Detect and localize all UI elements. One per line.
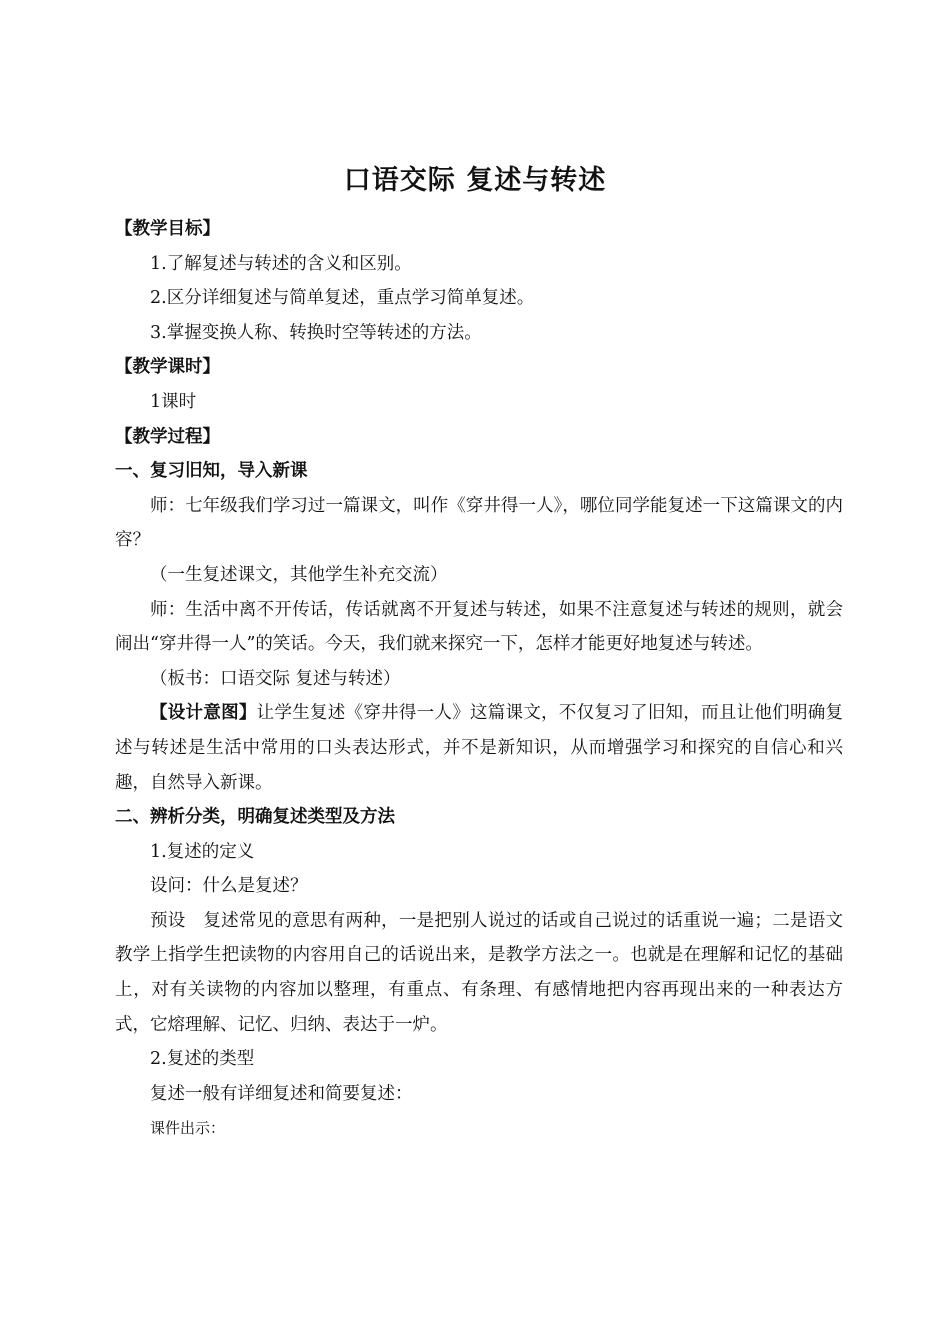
process-heading: 【教学过程】 xyxy=(115,426,220,447)
types-intro: 复述一般有详细复述和简要复述： xyxy=(150,1083,413,1104)
section1-paragraph-3: 师：生活中离不开传话，传话就离不开复述与转述，如果不注意复述与转述的规则，就会闹出“穿井得一人”的笑话。今天，我们就来探究一下，怎样才能更好地复述与转述。 xyxy=(115,599,843,655)
objectives-heading: 【教学目标】 xyxy=(115,219,220,239)
design-intent-paragraph xyxy=(115,696,843,800)
design-intent-label: 【设计意图】 xyxy=(150,703,257,724)
types-subheading: 2.复述的类型 xyxy=(150,1049,255,1070)
definition-preset: 预设 复述常见的意思有两种，一是把别人说过的话或自己说过的话重说一遍；二是语文教学上指学生把读物的内容用自己的话说出来，是教学方法之一。也就是在理解和记忆的基础上，对有关读物的内容加以整理，有重点、有条理、有感情地把内容再现出来的一种表达方式，它熔理解、记忆、归纳、表达于一炉。 xyxy=(115,910,843,1035)
section1-heading: 一、复习旧知，导入新课 xyxy=(115,461,308,482)
courseware-label: 课件出示： xyxy=(150,1119,226,1138)
definition-subheading: 1.复述的定义 xyxy=(150,841,255,862)
section2-heading: 二、辨析分类，明确复述类型及方法 xyxy=(115,807,395,828)
hours-value: 1课时 xyxy=(150,391,197,412)
definition-question: 设问：什么是复述？ xyxy=(150,876,308,897)
design-intent-text: 让学生复述《穿井得一人》这篇课文，不仅复习了旧知，而且让他们明确复述与转述是生活中常用的口头表达形式，并不是新知识，从而增强学习和探究的自信心和兴趣，自然导入新课。 xyxy=(115,703,844,793)
document-title: 口语交际 复述与转述 xyxy=(343,165,607,196)
section1-paragraph-2: （一生复述课文，其他学生补充交流） xyxy=(150,564,448,585)
objective-item-3: 3.掌握变换人称、转换时空等转述的方法。 xyxy=(150,322,482,343)
section1-paragraph-1: 师：七年级我们学习过一篇课文，叫作《穿井得一人》，哪位同学能复述一下这篇课文的内容？ xyxy=(115,495,843,551)
document-body xyxy=(115,212,843,1146)
hours-heading: 【教学课时】 xyxy=(115,357,220,378)
objective-item-2: 2.区分详细复述与简单复述，重点学习简单复述。 xyxy=(150,288,535,309)
section1-paragraph-4: （板书：口语交际 复述与转述） xyxy=(150,668,401,689)
objective-item-1: 1.了解复述与转述的含义和区别。 xyxy=(150,253,412,274)
